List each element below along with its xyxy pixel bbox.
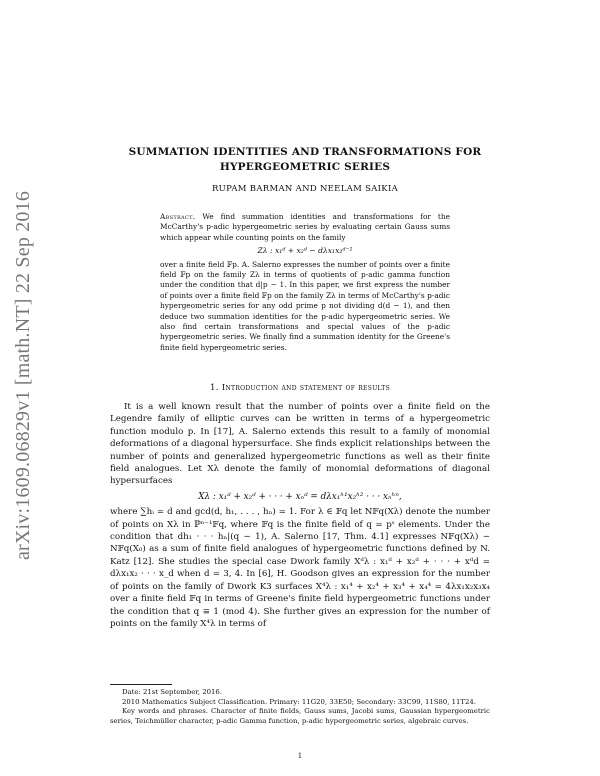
abstract-label: Abstract. xyxy=(160,212,196,221)
author-list: RUPAM BARMAN AND NEELAM SAIKIA xyxy=(211,184,399,194)
paper-title xyxy=(115,145,495,175)
body-text xyxy=(110,401,490,630)
footnote-msc: 2010 Mathematics Subject Classification. Primary: 11G20, 33E50; Secondary: 33C99, 11S80, 11T24. xyxy=(122,697,476,706)
title-line-2: HYPERGEOMETRIC SERIES xyxy=(219,161,391,173)
section-heading: 1. Introduction and statement of results xyxy=(209,383,391,393)
arxiv-id-text: arXiv:1609.06829v1 [math.NT] 22 Sep 2016 xyxy=(12,190,35,560)
footnote-keywords: Key words and phrases. Character of finite fields, Gauss sums, Jacobi sums, Gaussian hypergeometric series, Teichmüller character, p-adic Gamma function, p-adic hypergeometric series, algebraic curves. xyxy=(110,707,490,725)
arxiv-identifier-stamp xyxy=(4,140,44,610)
body-paragraph-2: where ∑hᵢ = d and gcd(d, h₁, . . . , hₙ) = 1. For λ ∈ 𝔽q let N𝔽q(Xλ) denote the number of points on Xλ in ℙⁿ⁻¹𝔽q, where 𝔽q is the finite field of q = pˢ elements. Under the condition that dh₁ · · · hₙ|(q − 1), A. Salerno [17, Thm. 4.1] expresses N𝔽q(Xλ) − N𝔽q(X₀) as a sum of finite field analogues of hypergeometric functions defined by N. Katz [12]. She studies the special case Dwork family Xᵈλ : x₁ᵈ + x₂ᵈ + · · · + xᵈd = dλx₁x₂ · · · x_d when d = 3, 4. In [6], H. Goodson gives an expression for the number of points on the family of Dwork K3 surfaces X⁴λ : x₁⁴ + x₂⁴ + x₃⁴ + x₄⁴ = 4λx₁x₂x₃x₄ over a finite field 𝔽q in terms of Greene's finite field hypergeometric functions under the condition that q ≡ 1 (mod 4). She further gives an expression for the number of points on the family X⁴λ in terms of xyxy=(110,507,490,629)
footnote-divider xyxy=(110,684,172,685)
body-paragraph-1: It is a well known result that the number of points over a finite field on the Legendre family of elliptic curves can be written in terms of a hypergeometric function modulo p. In [17], A. Salerno extends this result to a family of monomial deformations of a diagonal hypersurface. She finds explicit relationships between the number of points and generalized hypergeometric functions as well as their finite field analogues. Let Xλ denote the family of monomial deformations of diagonal hypersurfaces xyxy=(110,402,490,487)
abstract-equation: Zλ : x₁ᵈ + x₂ᵈ − dλx₁x₂ᵈ⁻¹ xyxy=(257,246,353,256)
page-number: 1 xyxy=(297,752,303,760)
abstract-text-2: over a finite field 𝔽p. A. Salerno expresses the number of points over a finite field 𝔽p on the family Zλ in terms of quotients of p-adic gamma function under the condition that d|p − 1. In this paper, we first express the number of points over a finite field 𝔽p on the family Zλ in terms of McCarthy's p-adic hypergeometric series for any odd prime p not dividing d(d − 1), and then deduce two summation identities for the p-adic hypergeometric series. We also find certain transformations and special values of the p-adic hypergeometric series. We finally find a summation identity for the Greene's finite field hypergeometric series. xyxy=(160,259,450,352)
footnote-date: Date: 21st September, 2016. xyxy=(122,688,222,696)
body-equation: Xλ : x₁ᵈ + x₂ᵈ + · · · + xₙᵈ = dλx₁ʰ¹x₂ʰ² · · · xₙʰⁿ, xyxy=(198,491,402,502)
footnotes xyxy=(110,688,490,726)
abstract-text-1: We find summation identities and transformations for the McCarthy's p-adic hypergeometric series by evaluating certain Gauss sums which appear while counting points on the family xyxy=(160,212,450,242)
abstract xyxy=(160,212,450,353)
title-line-1: SUMMATION IDENTITIES AND TRANSFORMATIONS FOR xyxy=(128,146,482,158)
